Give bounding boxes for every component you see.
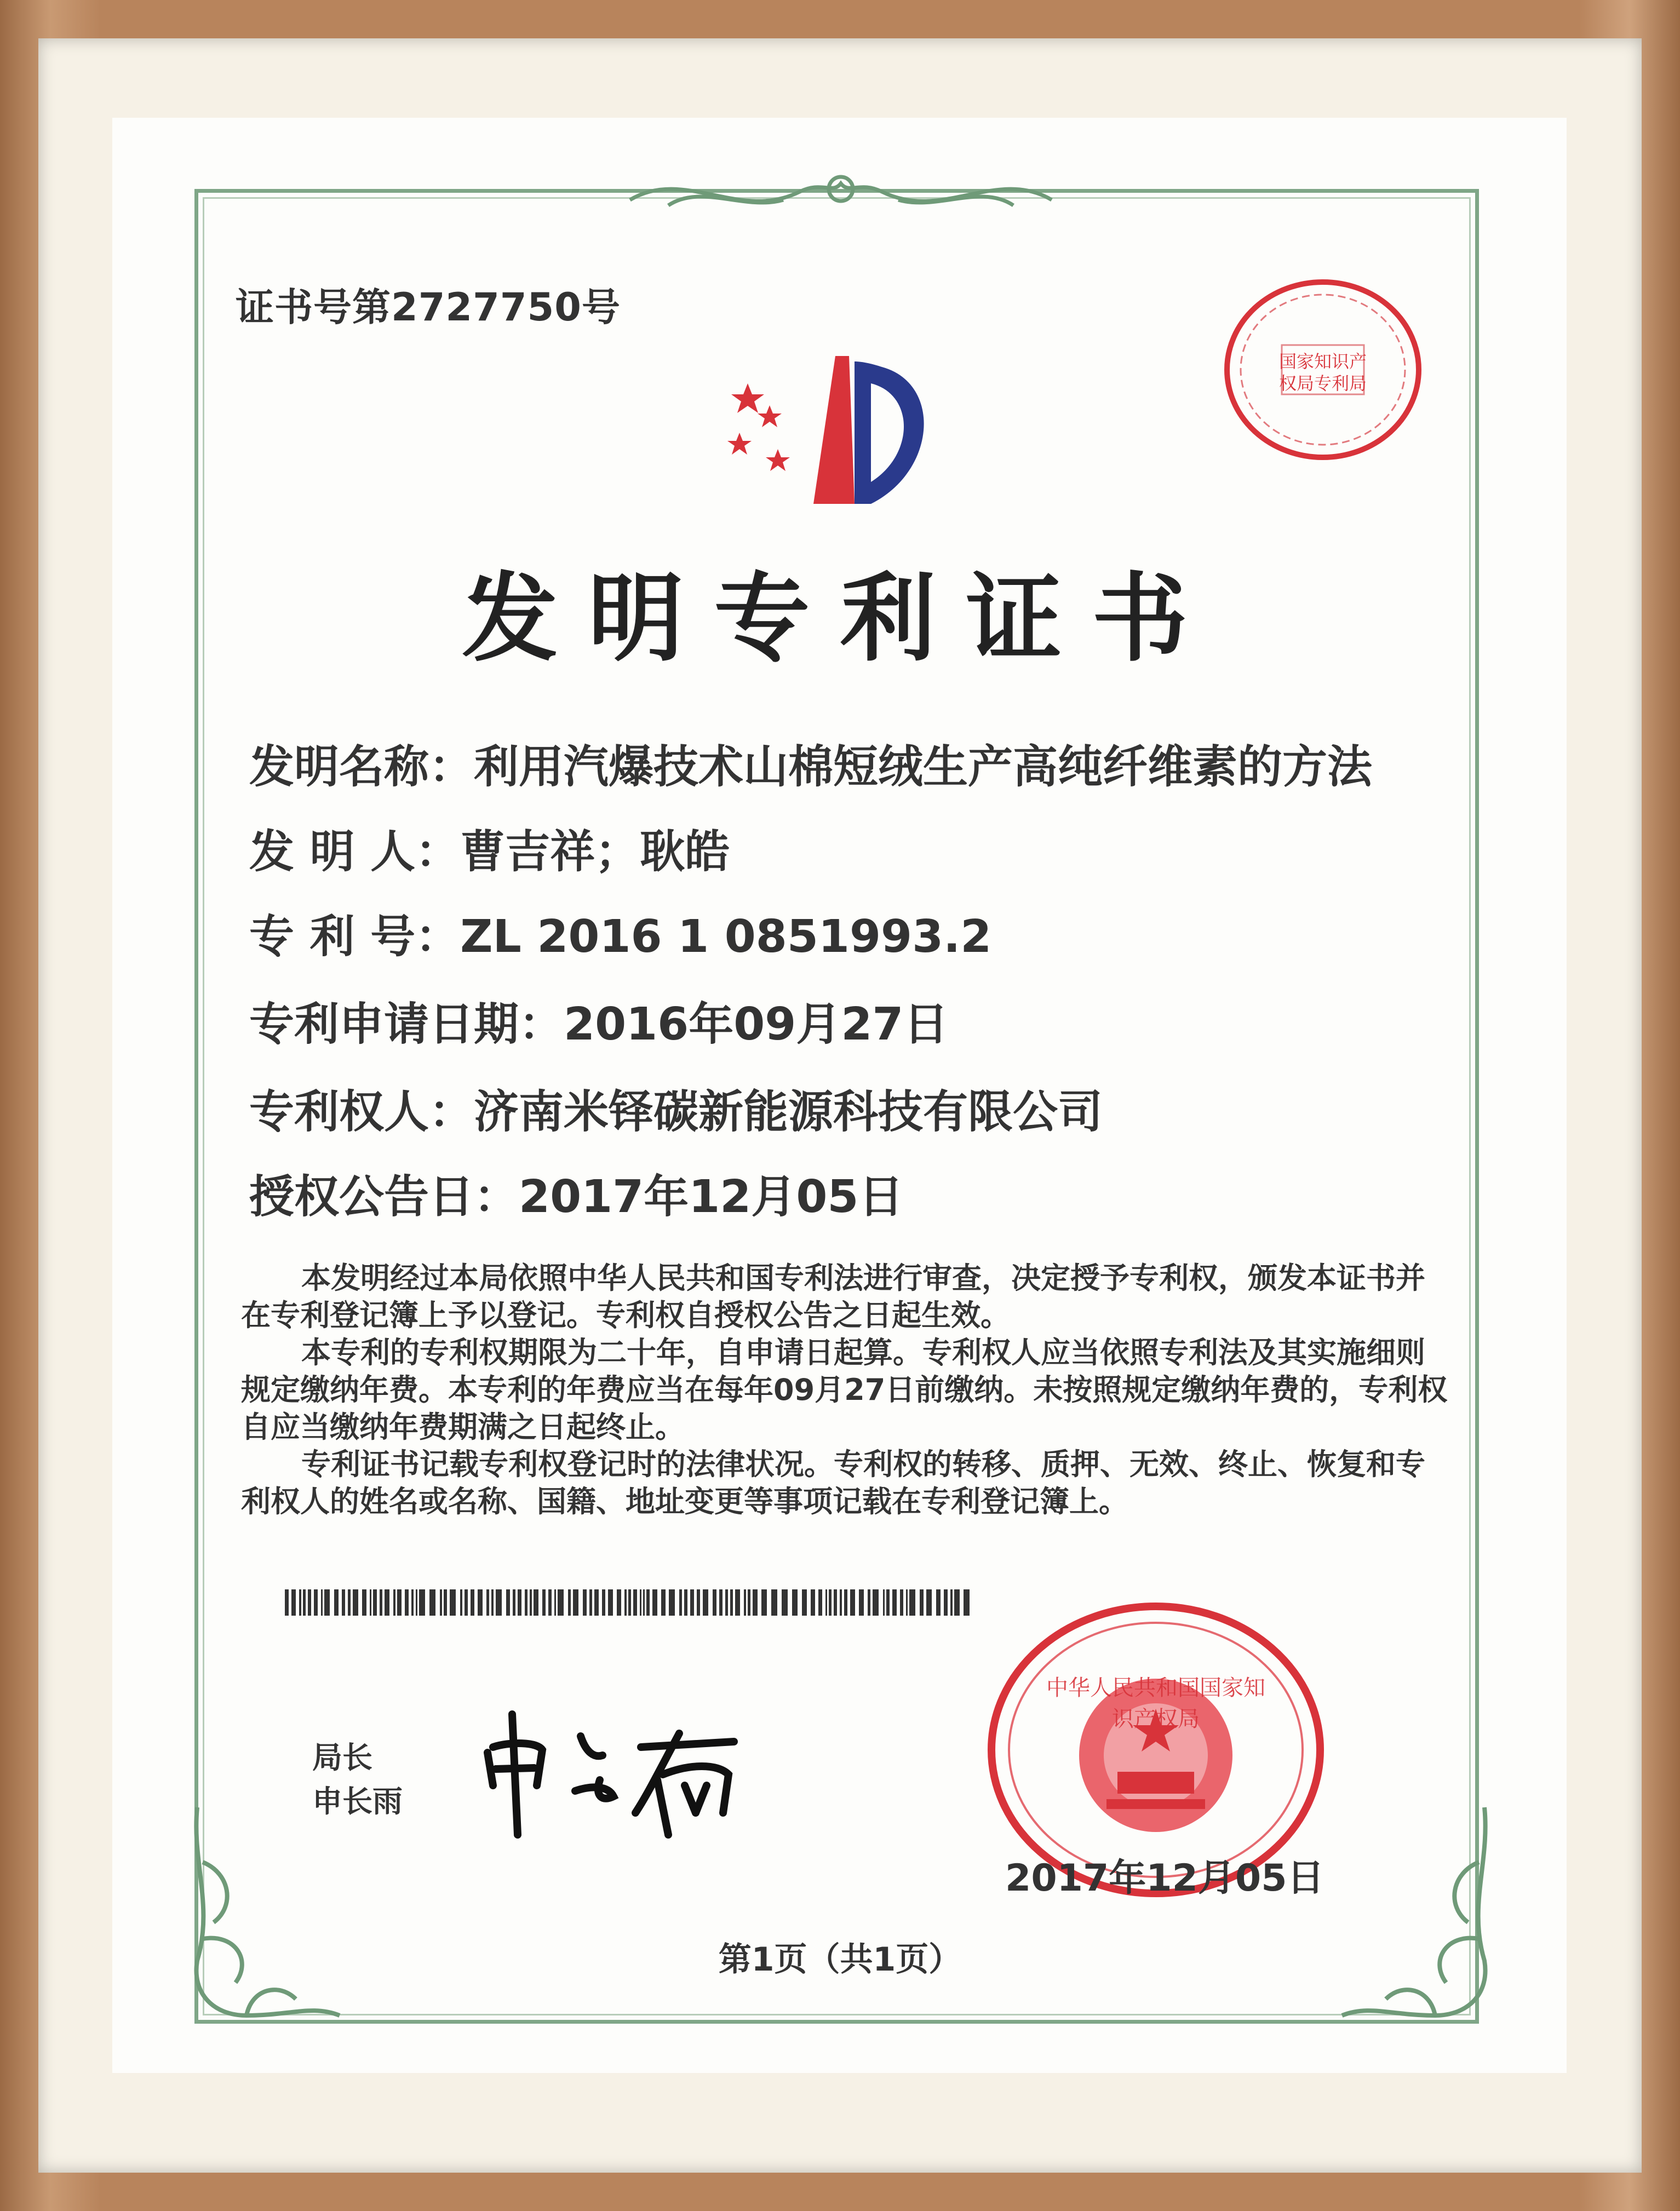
field-label: 专利权人： [249,1086,474,1138]
field-value: 济南米铎碳新能源科技有限公司 [474,1086,1103,1138]
barcode-bar [868,1589,870,1616]
barcode-bar [782,1589,788,1616]
barcode-bar [900,1589,903,1616]
barcode-bar [744,1589,746,1616]
barcode-bar [397,1589,402,1616]
barcode-bar [926,1589,932,1616]
barcode-bar [834,1589,837,1616]
barcode-bar [548,1589,552,1616]
seal-date: 2017年12月05日 [1005,1857,1324,1900]
field-patentee [249,1076,1103,1140]
barcode-bar [719,1589,723,1616]
barcode-bar [299,1589,301,1616]
handwritten-signature [477,1703,761,1840]
barcode-bar [730,1589,733,1616]
barcode-bar [334,1589,339,1616]
barcode-bar [608,1589,613,1616]
field-inventors [249,816,730,880]
barcode-bar [936,1589,941,1616]
barcode-bar [506,1589,510,1616]
barcode-bar [589,1589,592,1616]
barcode-bar [906,1589,908,1616]
barcode-bar [753,1589,758,1616]
barcode-bar [542,1589,546,1616]
barcode-bar [353,1589,358,1616]
barcode-bar [628,1589,631,1616]
field-label: 发 明 人： [249,826,461,878]
barcode-bar [643,1589,645,1616]
barcode-bar [534,1589,538,1616]
barcode-bar [513,1589,515,1616]
barcode-bar [385,1589,389,1616]
director-name: 申长雨 [312,1784,403,1819]
barcode-bar [530,1589,532,1616]
certificate-title: 发明专利证书 [462,564,1218,675]
barcode-bar [818,1589,822,1616]
barcode-bar [491,1589,494,1616]
barcode-bar [679,1589,682,1616]
field-value: ZL 2016 1 0851993.2 [460,911,992,963]
barcode-bar [761,1589,767,1616]
field-value: 2017年12月05日 [519,1171,904,1223]
barcode-bar [713,1589,716,1616]
barcode-bar [829,1589,832,1616]
body-paragraph: 本专利的专利权期限为二十年，自申请日起算。专利权人应当依照专利法及其实施细则规定缴纳年费。本专利的年费应当在每年09月27日前缴纳。未按照规定缴纳年费的，专利权自应当缴纳年费期满之日起终止。 [241,1335,1448,1444]
certificate-body [241,1260,1452,1520]
barcode-bar [285,1589,289,1616]
barcode-bar [558,1589,564,1616]
top-ornament [619,162,1063,222]
barcode-bar [844,1589,847,1616]
barcode-bar [393,1589,395,1616]
field-label: 发明名称： [249,741,474,793]
barcode-bar [444,1589,447,1616]
barcode-bar [573,1589,578,1616]
field-value: 2016年09月27日 [564,998,949,1050]
barcode-bar [811,1589,815,1616]
barcode-bar [411,1589,414,1616]
barcode-bar [617,1589,621,1616]
barcode-bar [725,1589,728,1616]
barcode-bar [568,1589,571,1616]
field-value: 曹吉祥；耿皓 [460,826,730,878]
barcode-bar [886,1589,890,1616]
field-application-date [249,989,948,1053]
barcode-bar [661,1589,666,1616]
barcode [285,1589,970,1616]
barcode-bar [554,1589,556,1616]
barcode-bar [486,1589,489,1616]
barcode-bar [624,1589,627,1616]
barcode-bar [859,1589,864,1616]
patent-bureau-seal-text: 国家知识产权局专利局 [1278,351,1367,394]
field-grant-date [249,1161,903,1225]
page-number: 第1页（共1页） [718,1940,962,1979]
field-invention-name [249,731,1372,795]
barcode-bar [850,1589,855,1616]
barcode-bar [362,1589,366,1616]
barcode-bar [370,1589,371,1616]
barcode-bar [314,1589,318,1616]
barcode-bar [602,1589,605,1616]
barcode-bar [883,1589,885,1616]
barcode-bar [684,1589,687,1616]
barcode-bar [646,1589,650,1616]
body-paragraph: 专利证书记载专利权登记时的法律状况。专利权的转移、质押、无效、终止、恢复和专利权人的姓名或名称、国籍、地址变更等事项记载在专利登记簿上。 [241,1447,1425,1519]
barcode-bar [640,1589,641,1616]
barcode-bar [419,1589,425,1616]
barcode-bar [478,1589,483,1616]
barcode-bar [416,1589,417,1616]
barcode-bar [324,1589,330,1616]
barcode-bar [652,1589,657,1616]
barcode-bar [825,1589,827,1616]
barcode-bar [518,1589,521,1616]
barcode-bar [802,1589,807,1616]
barcode-bar [373,1589,377,1616]
barcode-bar [920,1589,924,1616]
barcode-bar [342,1589,345,1616]
body-paragraph: 本发明经过本局依照中华人民共和国专利法进行审查，决定授予专利权，颁发本证书并在专利登记簿上予以登记。专利权自授权公告之日起生效。 [241,1261,1425,1333]
barcode-bar [496,1589,502,1616]
barcode-bar [697,1589,700,1616]
barcode-bar [690,1589,694,1616]
barcode-bar [460,1589,462,1616]
barcode-bar [471,1589,474,1616]
barcode-bar [954,1589,960,1616]
barcode-bar [380,1589,382,1616]
barcode-bar [771,1589,777,1616]
field-value: 利用汽爆技术山棉短绒生产高纯纤维素的方法 [474,741,1373,793]
barcode-bar [321,1589,323,1616]
barcode-bar [594,1589,599,1616]
barcode-bar [792,1589,798,1616]
barcode-bar [633,1589,637,1616]
barcode-bar [735,1589,740,1616]
barcode-bar [525,1589,527,1616]
barcode-bar [450,1589,456,1616]
field-patent-number [249,901,991,965]
barcode-bar [440,1589,442,1616]
bottom-left-ornament [181,1796,351,2032]
patent-office-logo [718,351,959,515]
field-label: 专利申请日期： [249,998,564,1050]
director-title: 局长 [312,1740,373,1775]
barcode-bar [583,1589,587,1616]
barcode-bar [429,1589,435,1616]
barcode-bar [405,1589,409,1616]
barcode-bar [840,1589,842,1616]
field-label: 授权公告日： [249,1171,519,1223]
barcode-bar [873,1589,879,1616]
barcode-bar [909,1589,915,1616]
barcode-bar [950,1589,953,1616]
barcode-bar [303,1589,306,1616]
field-label: 专 利 号： [249,911,461,963]
bottom-right-ornament [1331,1796,1501,2032]
barcode-bar [748,1589,750,1616]
barcode-bar [964,1589,970,1616]
barcode-bar [465,1589,468,1616]
barcode-bar [892,1589,897,1616]
certificate-number: 证书号第2727750号 [236,285,621,330]
barcode-bar [703,1589,708,1616]
barcode-bar [308,1589,311,1616]
barcode-bar [944,1589,948,1616]
barcode-bar [348,1589,351,1616]
national-seal-text: 中华人民共和国国家知识产权局 [1046,1675,1265,1732]
barcode-bar [669,1589,675,1616]
barcode-bar [291,1589,296,1616]
